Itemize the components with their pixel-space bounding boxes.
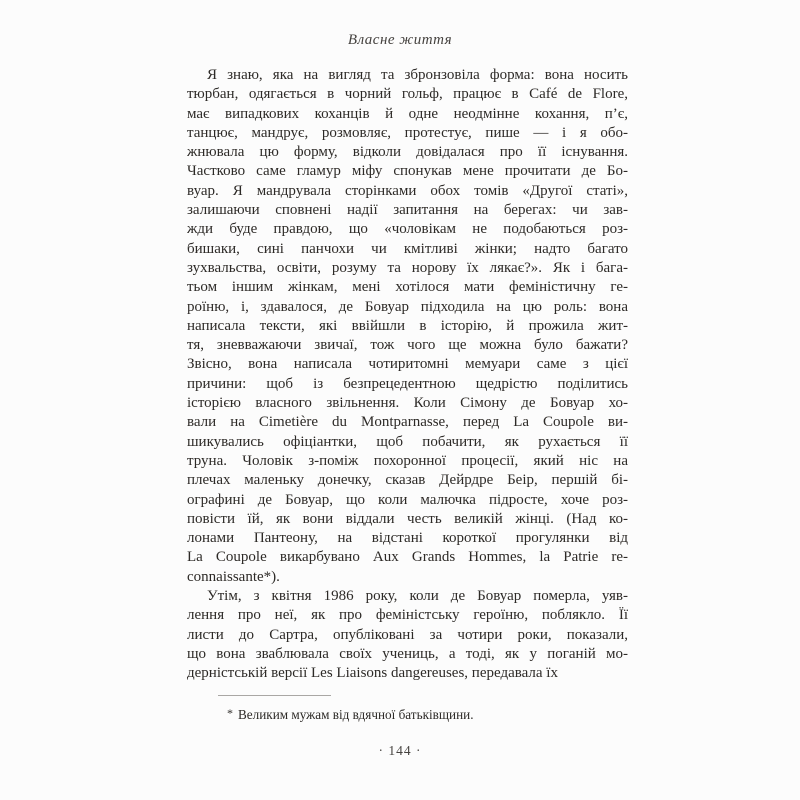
text-line: роїню, і, здавалося, де Бовуар підходила на цю роль: вона: [187, 298, 628, 315]
footnote: [227, 705, 627, 723]
footnote-text: Великим мужам від вдячної батьківщини.: [238, 707, 474, 722]
text-line: листи до Сартра, опубліковані за чотири роки, показали,: [187, 626, 628, 643]
text-line: лення про неї, як про феміністську героїню, поблякло. Її: [187, 607, 628, 624]
text-line: Частково саме гламур міфу спонукав мене прочитати де Бо-: [187, 163, 628, 180]
text-line: вуар. Я мандрувала сторінками обох томів «Другої статі»,: [187, 182, 628, 199]
text-line: дерністській версії Les Liaisons dangereuses, передавала їх: [187, 665, 558, 682]
text-line: плечах маленьку донечку, сказав Дейрдре Беір, першій бі-: [187, 472, 628, 489]
text-line: ографині де Бовуар, що коли малючка підросте, хоче роз-: [187, 491, 628, 508]
text-line: причини: щоб із безпрецедентною щедрістю поділитись: [187, 375, 628, 392]
text-line: жнювала цю форму, відколи довідалася про її існування.: [187, 144, 628, 161]
text-line: тюрбан, одягається в чорний гольф, працює в Café de Flore,: [187, 86, 628, 103]
text-line: зухвальства, освіти, розуму та норову їх лякає?». Як і бага-: [187, 259, 628, 276]
text-line: лонами Пантеону, на відстані короткої прогулянки від: [187, 530, 628, 547]
footnote-marker: *: [227, 706, 233, 720]
page-number: · 144 ·: [378, 743, 422, 758]
text-line: труна. Чоловік з-поміж похоронної процесії, який ніс на: [187, 452, 628, 469]
text-line: Звісно, вона написала чотиритомні мемуари саме з цієї: [187, 356, 628, 373]
text-line: шикувались офіціантки, щоб побачити, як рухається її: [187, 433, 628, 450]
running-head: Власне життя: [347, 32, 453, 48]
text-line: тя, зневважаючи звичаї, тож чого ще можна було бажати?: [187, 337, 628, 354]
text-line: танцює, мандрує, розмовляє, протестує, пише — і я обо-: [187, 124, 628, 141]
body-text: [187, 66, 628, 684]
text-line: що вона зваблювала своїх учениць, а тоді, як у поганій мо-: [187, 645, 628, 662]
text-line: вали на Cimetière du Montparnasse, перед La Coupole ви-: [187, 414, 628, 431]
text-line: Я знаю, яка на вигляд та збронзовіла форма: вона носить: [207, 67, 628, 83]
text-line: жди буде правдою, що «чоловікам не подобаються роз-: [187, 221, 628, 238]
footnote-separator: [218, 695, 331, 696]
text-line: залишаючи сповнені надії запитання на берегах: чи зав-: [187, 202, 628, 219]
text-line: Утім, з квітня 1986 року, коли де Бовуар померла, уяв-: [207, 588, 628, 605]
text-line: має випадкових коханців й одне неодмінне кохання, п’є,: [187, 105, 628, 122]
text-line: La Coupole викарбувано Aux Grands Hommes, la Patrie re-: [187, 549, 628, 566]
text-line: тьом іншим жінкам, мені хотілося мати феміністичну ге-: [187, 279, 628, 296]
text-line: бишаки, сині панчохи чи кмітливі жінки; надто багато: [187, 240, 628, 257]
text-line: повісти їй, як вони віддали честь великій жінці. (Над ко-: [187, 510, 628, 527]
text-line: connaissante*).: [187, 568, 280, 585]
text-line: написала тексти, які ввійшли в історію, й прожила жит-: [187, 317, 628, 334]
text-line: історією власного звільнення. Коли Сімону де Бовуар хо-: [187, 395, 628, 412]
